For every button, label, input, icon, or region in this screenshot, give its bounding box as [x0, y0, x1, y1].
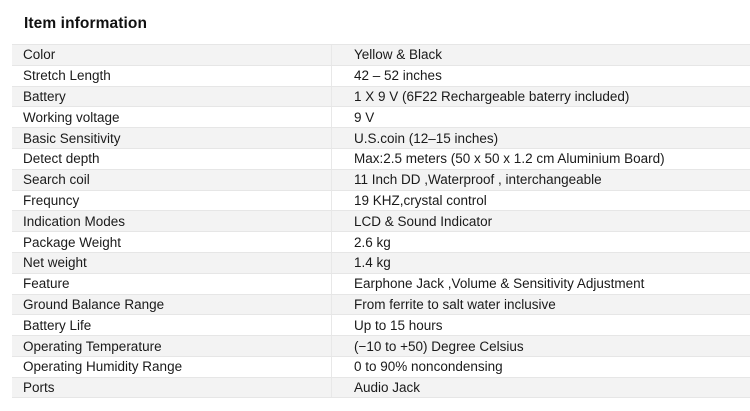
row-value: Yellow & Black: [354, 47, 443, 63]
row-label: Detect depth: [12, 149, 332, 169]
table-row: [12, 231, 750, 252]
table-row: [12, 127, 750, 148]
table-row: [12, 252, 750, 273]
row-label: Indication Modes: [12, 211, 332, 231]
page-title: Item information: [24, 15, 148, 32]
row-value: Earphone Jack ,Volume & Sensitivity Adjustment: [354, 276, 645, 292]
row-value: Up to 15 hours: [354, 317, 443, 333]
table-row: [12, 44, 750, 65]
table-row: [12, 148, 750, 169]
row-value: 9 V: [354, 109, 375, 125]
row-value: 1 X 9 V (6F22 Rechargeable baterry included): [354, 88, 630, 104]
table-row: [12, 65, 750, 86]
row-value: U.S.coin (12–15 inches): [354, 130, 499, 146]
row-label: Frequncy: [12, 191, 332, 211]
row-label: Basic Sensitivity: [12, 128, 332, 148]
row-label: Search coil: [12, 170, 332, 190]
row-label: Ground Balance Range: [12, 295, 332, 315]
row-value: LCD & Sound Indicator: [354, 213, 493, 229]
row-value: (−10 to +50) Degree Celsius: [354, 338, 524, 354]
row-label: Working voltage: [12, 107, 332, 127]
spec-table: [12, 44, 750, 398]
table-row: [12, 86, 750, 107]
table-row: [12, 377, 750, 398]
table-row: [12, 190, 750, 211]
table-row: [12, 294, 750, 315]
table-row: [12, 273, 750, 294]
row-value: 1.4 kg: [354, 255, 391, 271]
table-row: [12, 169, 750, 190]
row-label: Operating Temperature: [12, 336, 332, 356]
table-row: [12, 210, 750, 231]
row-label: Package Weight: [12, 232, 332, 252]
row-value: 42 – 52 inches: [354, 68, 442, 84]
row-value: 0 to 90% noncondensing: [354, 359, 503, 375]
row-label: Battery: [12, 87, 332, 107]
table-row: [12, 106, 750, 127]
row-label: Stretch Length: [12, 66, 332, 86]
row-label: Ports: [12, 378, 332, 397]
row-label: Net weight: [12, 253, 332, 273]
row-label: Battery Life: [12, 315, 332, 335]
table-row: [12, 314, 750, 335]
row-value: 2.6 kg: [354, 234, 391, 250]
row-value: Max:2.5 meters (50 x 50 x 1.2 cm Aluminium Board): [354, 151, 665, 167]
row-label: Color: [12, 45, 332, 65]
row-value: 11 Inch DD ,Waterproof , interchangeable: [354, 172, 602, 188]
row-label: Feature: [12, 274, 332, 294]
row-label: Operating Humidity Range: [12, 357, 332, 377]
row-value: Audio Jack: [354, 379, 421, 395]
row-value: From ferrite to salt water inclusive: [354, 296, 556, 312]
row-value: 19 KHZ,crystal control: [354, 192, 487, 208]
table-row: [12, 335, 750, 356]
table-row: [12, 356, 750, 377]
